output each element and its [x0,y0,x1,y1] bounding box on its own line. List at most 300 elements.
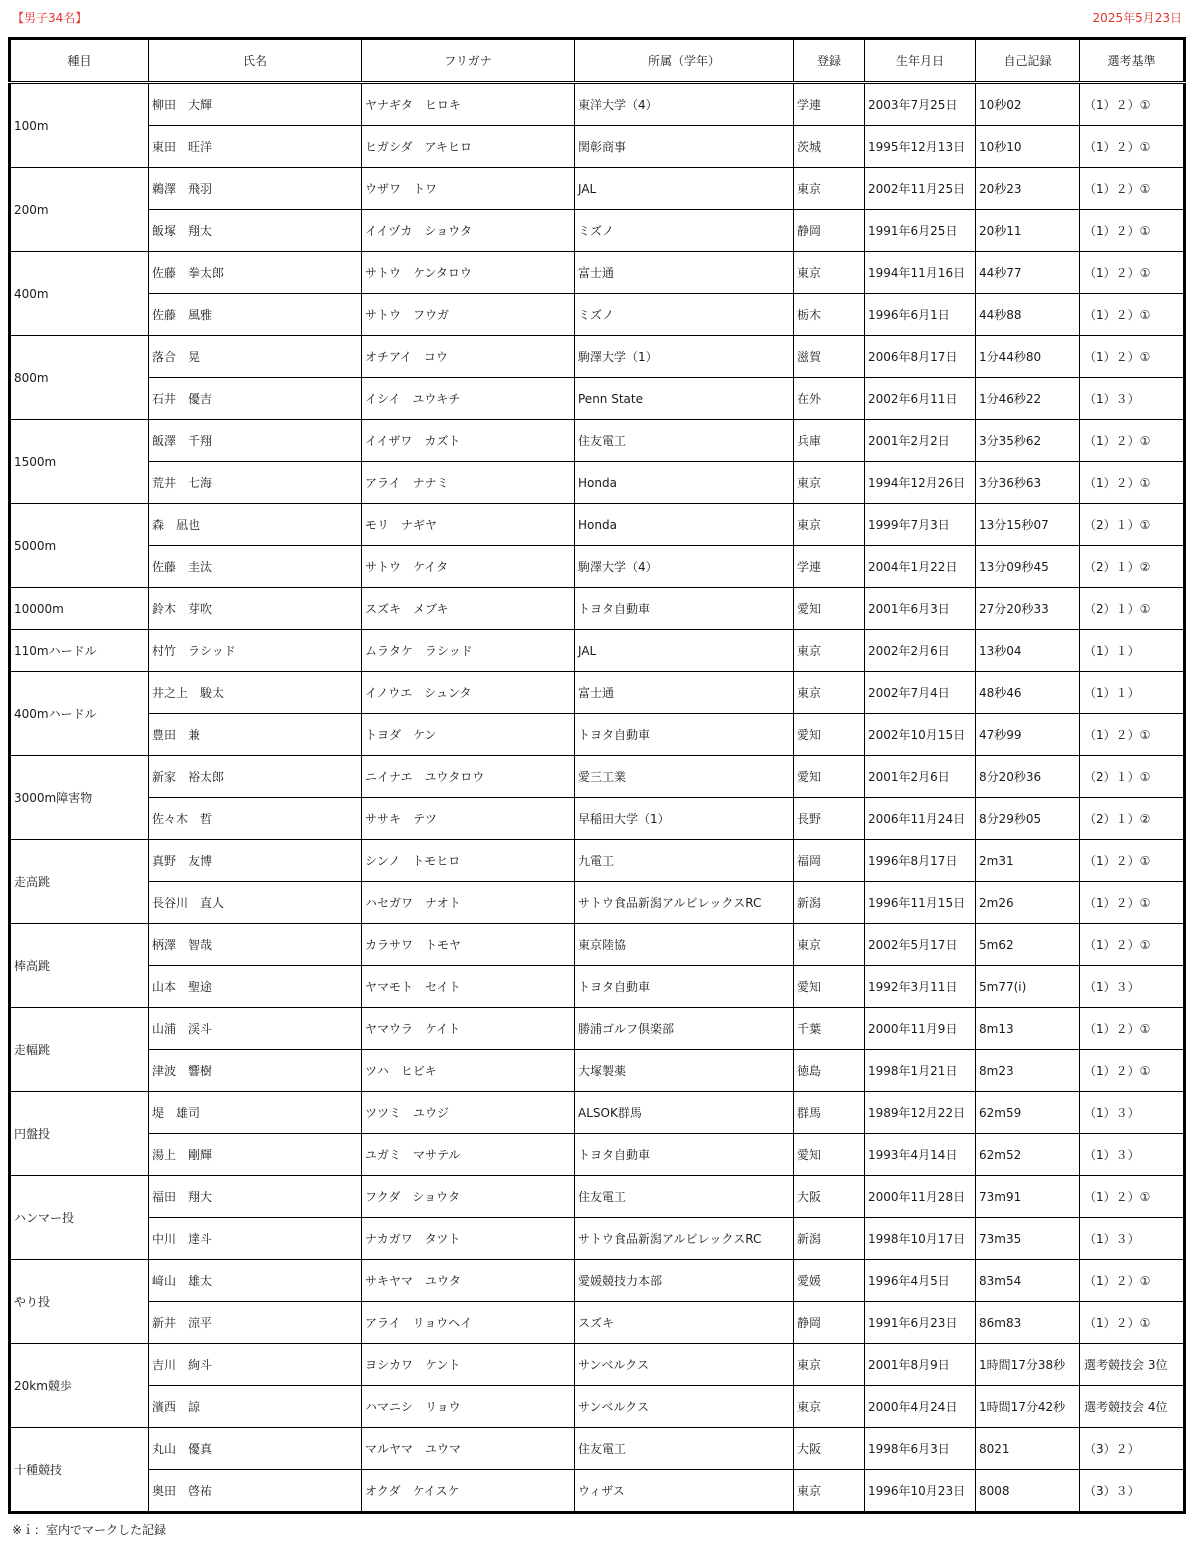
athlete-birthdate-cell: 2001年2月2日 [865,420,976,462]
athlete-name-cell: 柳田 大輝 [149,83,362,126]
athlete-name-cell: 奥田 啓祐 [149,1470,362,1513]
athlete-birthdate-cell: 1995年12月13日 [865,126,976,168]
athlete-team-cell: サンベルクス [575,1344,794,1386]
athlete-kana-cell: サキヤマ ユウタ [362,1260,575,1302]
athlete-team-cell: 愛媛競技力本部 [575,1260,794,1302]
athlete-record-cell: 20秒11 [976,210,1080,252]
athlete-registration-cell: 学連 [794,83,865,126]
athlete-team-cell: 九電工 [575,840,794,882]
athlete-kana-cell: イノウエ シュンタ [362,672,575,714]
table-row [10,1092,1185,1134]
athlete-birthdate-cell: 2001年2月6日 [865,756,976,798]
athlete-kana-cell: イイザワ カズト [362,420,575,462]
athlete-record-cell: 8m13 [976,1008,1080,1050]
event-cell: 400m [10,252,149,336]
athlete-criteria-cell: （2）１）① [1080,504,1185,546]
athlete-registration-cell: 静岡 [794,1302,865,1344]
athlete-name-cell: 真野 友博 [149,840,362,882]
athlete-birthdate-cell: 2003年7月25日 [865,83,976,126]
athlete-name-cell: 荒井 七海 [149,462,362,504]
event-cell: やり投 [10,1260,149,1344]
table-row [10,1428,1185,1470]
athlete-record-cell: 48秒46 [976,672,1080,714]
column-header-criteria: 選考基準 [1080,39,1185,83]
athlete-record-cell: 13分15秒07 [976,504,1080,546]
athlete-registration-cell: 愛知 [794,966,865,1008]
table-header-row [10,39,1185,83]
table-row [10,378,1185,420]
athlete-kana-cell: イシイ ユウキチ [362,378,575,420]
athlete-record-cell: 8021 [976,1428,1080,1470]
table-row [10,420,1185,462]
athlete-name-cell: 新家 裕太郎 [149,756,362,798]
athlete-registration-cell: 愛知 [794,714,865,756]
athlete-record-cell: 8008 [976,1470,1080,1513]
athlete-kana-cell: モリ ナギヤ [362,504,575,546]
athlete-name-cell: 村竹 ラシッド [149,630,362,672]
athlete-registration-cell: 茨城 [794,126,865,168]
table-row [10,1008,1185,1050]
athlete-birthdate-cell: 1996年6月1日 [865,294,976,336]
athlete-registration-cell: 東京 [794,672,865,714]
table-row [10,840,1185,882]
athlete-registration-cell: 愛知 [794,756,865,798]
athlete-record-cell: 3分35秒62 [976,420,1080,462]
athlete-criteria-cell: （2）１）② [1080,798,1185,840]
athlete-registration-cell: 東京 [794,1386,865,1428]
athlete-criteria-cell: （1）３） [1080,1092,1185,1134]
athlete-criteria-cell: （1）３） [1080,1218,1185,1260]
athlete-team-cell: 大塚製薬 [575,1050,794,1092]
athlete-criteria-cell: （1）２）① [1080,462,1185,504]
athlete-kana-cell: アライ ナナミ [362,462,575,504]
athlete-kana-cell: ハセガワ ナオト [362,882,575,924]
document-date: 2025年5月23日 [1092,11,1182,25]
athlete-team-cell: トヨタ自動車 [575,1134,794,1176]
athlete-birthdate-cell: 2002年7月4日 [865,672,976,714]
athlete-birthdate-cell: 1996年10月23日 [865,1470,976,1513]
athlete-team-cell: ミズノ [575,210,794,252]
athlete-record-cell: 8分29秒05 [976,798,1080,840]
athlete-criteria-cell: （1）３） [1080,1134,1185,1176]
athlete-name-cell: 佐藤 風雅 [149,294,362,336]
athlete-name-cell: 中川 達斗 [149,1218,362,1260]
athlete-kana-cell: サトウ フウガ [362,294,575,336]
athlete-criteria-cell: （1）２）① [1080,336,1185,378]
athlete-criteria-cell: （3）３） [1080,1470,1185,1513]
athlete-team-cell: 関彰商事 [575,126,794,168]
athlete-registration-cell: 大阪 [794,1428,865,1470]
athlete-birthdate-cell: 1994年12月26日 [865,462,976,504]
athlete-record-cell: 1分46秒22 [976,378,1080,420]
table-row [10,924,1185,966]
athlete-team-cell: トヨタ自動車 [575,966,794,1008]
athlete-record-cell: 62m59 [976,1092,1080,1134]
athlete-record-cell: 73m35 [976,1218,1080,1260]
athlete-birthdate-cell: 2000年11月28日 [865,1176,976,1218]
athlete-record-cell: 3分36秒63 [976,462,1080,504]
athlete-criteria-cell: 選考競技会 3位 [1080,1344,1185,1386]
athlete-birthdate-cell: 2000年11月9日 [865,1008,976,1050]
athlete-criteria-cell: （1）２）① [1080,714,1185,756]
athlete-record-cell: 8m23 [976,1050,1080,1092]
athlete-record-cell: 2m26 [976,882,1080,924]
athlete-birthdate-cell: 1989年12月22日 [865,1092,976,1134]
athlete-birthdate-cell: 2006年11月24日 [865,798,976,840]
athlete-name-cell: 鈴木 芽吹 [149,588,362,630]
athlete-criteria-cell: （1）２）① [1080,1008,1185,1050]
athlete-name-cell: 井之上 駿太 [149,672,362,714]
event-cell: 円盤投 [10,1092,149,1176]
athlete-registration-cell: 千葉 [794,1008,865,1050]
athlete-criteria-cell: （1）２）① [1080,840,1185,882]
athlete-team-cell: Honda [575,504,794,546]
athlete-registration-cell: 滋賀 [794,336,865,378]
column-header-name: 氏名 [149,39,362,83]
athlete-name-cell: 吉川 絢斗 [149,1344,362,1386]
athlete-record-cell: 1時間17分42秒 [976,1386,1080,1428]
athlete-kana-cell: ムラタケ ラシッド [362,630,575,672]
table-row [10,1386,1185,1428]
athlete-name-cell: 福田 翔大 [149,1176,362,1218]
athlete-record-cell: 10秒10 [976,126,1080,168]
table-row [10,798,1185,840]
athlete-birthdate-cell: 2006年8月17日 [865,336,976,378]
table-row [10,546,1185,588]
athlete-record-cell: 10秒02 [976,83,1080,126]
athlete-criteria-cell: （1）２）① [1080,882,1185,924]
event-cell: 200m [10,168,149,252]
athlete-registration-cell: 在外 [794,378,865,420]
athlete-birthdate-cell: 1998年1月21日 [865,1050,976,1092]
athlete-criteria-cell: （2）１）① [1080,756,1185,798]
athlete-team-cell: Penn State [575,378,794,420]
athlete-team-cell: 住友電工 [575,420,794,462]
athlete-record-cell: 47秒99 [976,714,1080,756]
athlete-registration-cell: 東京 [794,462,865,504]
athlete-birthdate-cell: 1991年6月23日 [865,1302,976,1344]
athlete-birthdate-cell: 2001年6月3日 [865,588,976,630]
athlete-registration-cell: 兵庫 [794,420,865,462]
column-header-kana: フリガナ [362,39,575,83]
athlete-registration-cell: 大阪 [794,1176,865,1218]
athlete-registration-cell: 愛知 [794,1134,865,1176]
table-row [10,1470,1185,1513]
table-row [10,126,1185,168]
table-row [10,1218,1185,1260]
athlete-team-cell: トヨタ自動車 [575,714,794,756]
athlete-criteria-cell: （1）２）① [1080,1260,1185,1302]
athlete-criteria-cell: （2）１）① [1080,588,1185,630]
athlete-registration-cell: 群馬 [794,1092,865,1134]
athlete-birthdate-cell: 2002年5月17日 [865,924,976,966]
event-cell: 走幅跳 [10,1008,149,1092]
athlete-team-cell: 富士通 [575,672,794,714]
athlete-record-cell: 86m83 [976,1302,1080,1344]
roster-body [10,83,1185,1513]
athlete-registration-cell: 東京 [794,504,865,546]
athlete-birthdate-cell: 2002年10月15日 [865,714,976,756]
athlete-criteria-cell: 選考競技会 4位 [1080,1386,1185,1428]
athlete-birthdate-cell: 1991年6月25日 [865,210,976,252]
athlete-name-cell: 佐々木 哲 [149,798,362,840]
athlete-birthdate-cell: 1996年4月5日 [865,1260,976,1302]
athlete-team-cell: サトウ食品新潟アルビレックスRC [575,1218,794,1260]
athlete-team-cell: 愛三工業 [575,756,794,798]
athlete-registration-cell: 東京 [794,252,865,294]
athlete-kana-cell: サトウ ケイタ [362,546,575,588]
athlete-team-cell: ウィザス [575,1470,794,1513]
column-header-record: 自己記録 [976,39,1080,83]
athlete-registration-cell: 東京 [794,168,865,210]
table-row [10,756,1185,798]
athlete-kana-cell: ヨシカワ ケント [362,1344,575,1386]
athlete-team-cell: スズキ [575,1302,794,1344]
athlete-record-cell: 73m91 [976,1176,1080,1218]
athlete-name-cell: 鵜澤 飛羽 [149,168,362,210]
athlete-team-cell: トヨタ自動車 [575,588,794,630]
athlete-registration-cell: 長野 [794,798,865,840]
event-cell: 110mハードル [10,630,149,672]
athlete-name-cell: 丸山 優真 [149,1428,362,1470]
athlete-registration-cell: 東京 [794,924,865,966]
athlete-registration-cell: 静岡 [794,210,865,252]
table-row [10,1302,1185,1344]
athlete-kana-cell: ツツミ ユウジ [362,1092,575,1134]
athlete-team-cell: Honda [575,462,794,504]
athlete-team-cell: 早稲田大学（1） [575,798,794,840]
athlete-kana-cell: ハマニシ リョウ [362,1386,575,1428]
athlete-birthdate-cell: 1999年7月3日 [865,504,976,546]
athlete-kana-cell: マルヤマ ユウマ [362,1428,575,1470]
column-header-registration: 登録 [794,39,865,83]
event-cell: 20km競歩 [10,1344,149,1428]
athlete-kana-cell: サトウ ケンタロウ [362,252,575,294]
athlete-record-cell: 1分44秒80 [976,336,1080,378]
athlete-registration-cell: 新潟 [794,882,865,924]
athlete-registration-cell: 徳島 [794,1050,865,1092]
athlete-name-cell: 津波 響樹 [149,1050,362,1092]
table-row [10,630,1185,672]
event-cell: 5000m [10,504,149,588]
event-cell: 棒高跳 [10,924,149,1008]
athlete-criteria-cell: （1）２）① [1080,210,1185,252]
footnote: ※ｉ：室内でマークした記録 [12,1523,167,1537]
athlete-registration-cell: 東京 [794,1470,865,1513]
table-row [10,588,1185,630]
column-header-team: 所属（学年） [575,39,794,83]
athlete-name-cell: 新井 涼平 [149,1302,362,1344]
athlete-kana-cell: カラサワ トモヤ [362,924,575,966]
event-cell: 400mハードル [10,672,149,756]
table-row [10,462,1185,504]
athlete-birthdate-cell: 2002年2月6日 [865,630,976,672]
athlete-criteria-cell: （1）２）① [1080,1302,1185,1344]
table-row [10,966,1185,1008]
athlete-team-cell: 駒澤大学（4） [575,546,794,588]
table-row [10,504,1185,546]
event-cell: 1500m [10,420,149,504]
athlete-criteria-cell: （1）２）① [1080,252,1185,294]
athlete-record-cell: 27分20秒33 [976,588,1080,630]
athlete-criteria-cell: （1）２）① [1080,924,1185,966]
table-row [10,210,1185,252]
athlete-kana-cell: ウザワ トワ [362,168,575,210]
athlete-name-cell: 森 凪也 [149,504,362,546]
athlete-name-cell: 山浦 渓斗 [149,1008,362,1050]
athlete-record-cell: 8分20秒36 [976,756,1080,798]
athlete-team-cell: 富士通 [575,252,794,294]
athlete-name-cell: 石井 優吉 [149,378,362,420]
column-header-event: 種目 [10,39,149,83]
athlete-name-cell: 濱西 諒 [149,1386,362,1428]
athlete-team-cell: 東洋大学（4） [575,83,794,126]
table-row [10,882,1185,924]
athlete-kana-cell: ヤナギタ ヒロキ [362,83,575,126]
table-row [10,168,1185,210]
athlete-record-cell: 44秒77 [976,252,1080,294]
table-row [10,714,1185,756]
group-label: 【男子34名】 [12,11,88,25]
table-row [10,294,1185,336]
athlete-kana-cell: スズキ メブキ [362,588,575,630]
athlete-birthdate-cell: 2000年4月24日 [865,1386,976,1428]
athlete-kana-cell: トヨダ ケン [362,714,575,756]
athlete-name-cell: 豊田 兼 [149,714,362,756]
athlete-kana-cell: ユガミ マサテル [362,1134,575,1176]
athlete-name-cell: 飯塚 翔太 [149,210,362,252]
athlete-team-cell: サンベルクス [575,1386,794,1428]
athlete-kana-cell: ササキ テツ [362,798,575,840]
table-row [10,83,1185,126]
athlete-record-cell: 13秒04 [976,630,1080,672]
athlete-record-cell: 2m31 [976,840,1080,882]
table-row [10,1176,1185,1218]
athlete-name-cell: 飯澤 千翔 [149,420,362,462]
table-row [10,1050,1185,1092]
event-cell: 3000m障害物 [10,756,149,840]
athlete-criteria-cell: （1）２）① [1080,83,1185,126]
athlete-criteria-cell: （1）１） [1080,672,1185,714]
athlete-registration-cell: 愛媛 [794,1260,865,1302]
athlete-registration-cell: 新潟 [794,1218,865,1260]
athlete-name-cell: 堤 雄司 [149,1092,362,1134]
athlete-record-cell: 5m77(i) [976,966,1080,1008]
table-row [10,1260,1185,1302]
athlete-record-cell: 5m62 [976,924,1080,966]
athlete-registration-cell: 栃木 [794,294,865,336]
athlete-record-cell: 62m52 [976,1134,1080,1176]
athlete-criteria-cell: （1）３） [1080,378,1185,420]
athlete-birthdate-cell: 2001年8月9日 [865,1344,976,1386]
athlete-name-cell: 湯上 剛輝 [149,1134,362,1176]
athlete-birthdate-cell: 1992年3月11日 [865,966,976,1008]
athlete-team-cell: 勝浦ゴルフ倶楽部 [575,1008,794,1050]
athlete-team-cell: サトウ食品新潟アルビレックスRC [575,882,794,924]
athlete-criteria-cell: （1）２）① [1080,420,1185,462]
athlete-kana-cell: イイヅカ ショウタ [362,210,575,252]
athlete-registration-cell: 福岡 [794,840,865,882]
athlete-birthdate-cell: 2002年6月11日 [865,378,976,420]
athlete-registration-cell: 学連 [794,546,865,588]
athlete-birthdate-cell: 1998年6月3日 [865,1428,976,1470]
athlete-team-cell: 東京陸協 [575,924,794,966]
athlete-registration-cell: 愛知 [794,588,865,630]
event-cell: 走高跳 [10,840,149,924]
athlete-record-cell: 1時間17分38秒 [976,1344,1080,1386]
athlete-kana-cell: ヒガシダ アキヒロ [362,126,575,168]
event-cell: 10000m [10,588,149,630]
athlete-criteria-cell: （1）３） [1080,966,1185,1008]
athlete-birthdate-cell: 1993年4月14日 [865,1134,976,1176]
athlete-criteria-cell: （1）２）① [1080,1050,1185,1092]
athlete-record-cell: 13分09秒45 [976,546,1080,588]
athlete-record-cell: 20秒23 [976,168,1080,210]
athlete-team-cell: 住友電工 [575,1428,794,1470]
event-cell: 十種競技 [10,1428,149,1513]
athlete-criteria-cell: （2）１）② [1080,546,1185,588]
athlete-team-cell: JAL [575,168,794,210]
athlete-kana-cell: ツハ ヒビキ [362,1050,575,1092]
athlete-record-cell: 83m54 [976,1260,1080,1302]
table-row [10,672,1185,714]
athlete-birthdate-cell: 1996年11月15日 [865,882,976,924]
column-header-birthdate: 生年月日 [865,39,976,83]
athlete-kana-cell: オチアイ コウ [362,336,575,378]
athlete-name-cell: 山本 聖途 [149,966,362,1008]
athlete-record-cell: 44秒88 [976,294,1080,336]
athlete-team-cell: ミズノ [575,294,794,336]
athlete-name-cell: 長谷川 直人 [149,882,362,924]
athlete-kana-cell: ナカガワ タツト [362,1218,575,1260]
athlete-registration-cell: 東京 [794,1344,865,1386]
table-row [10,252,1185,294]
athlete-criteria-cell: （1）２）① [1080,126,1185,168]
athlete-name-cell: 東田 旺洋 [149,126,362,168]
table-row [10,336,1185,378]
athlete-name-cell: 柄澤 智哉 [149,924,362,966]
athlete-birthdate-cell: 1996年8月17日 [865,840,976,882]
athlete-name-cell: 佐藤 拳太郎 [149,252,362,294]
athlete-name-cell: 佐藤 圭汰 [149,546,362,588]
table-row [10,1344,1185,1386]
event-cell: 800m [10,336,149,420]
athlete-birthdate-cell: 2002年11月25日 [865,168,976,210]
athlete-team-cell: 住友電工 [575,1176,794,1218]
event-cell: 100m [10,83,149,168]
athlete-team-cell: ALSOK群馬 [575,1092,794,1134]
athlete-name-cell: 落合 晃 [149,336,362,378]
event-cell: ハンマー投 [10,1176,149,1260]
athlete-kana-cell: ニイナエ ユウタロウ [362,756,575,798]
athlete-birthdate-cell: 2004年1月22日 [865,546,976,588]
athlete-birthdate-cell: 1998年10月17日 [865,1218,976,1260]
athlete-criteria-cell: （3）２） [1080,1428,1185,1470]
athlete-name-cell: 﨑山 雄太 [149,1260,362,1302]
athlete-kana-cell: ヤマウラ ケイト [362,1008,575,1050]
athlete-registration-cell: 東京 [794,630,865,672]
athlete-criteria-cell: （1）２）① [1080,1176,1185,1218]
athlete-criteria-cell: （1）２）① [1080,294,1185,336]
athlete-criteria-cell: （1）２）① [1080,168,1185,210]
athlete-kana-cell: オクダ ケイスケ [362,1470,575,1513]
athlete-team-cell: 駒澤大学（1） [575,336,794,378]
athlete-kana-cell: シンノ トモヒロ [362,840,575,882]
roster-table [8,37,1186,1514]
athlete-kana-cell: アライ リョウヘイ [362,1302,575,1344]
athlete-kana-cell: ヤマモト セイト [362,966,575,1008]
athlete-criteria-cell: （1）１） [1080,630,1185,672]
